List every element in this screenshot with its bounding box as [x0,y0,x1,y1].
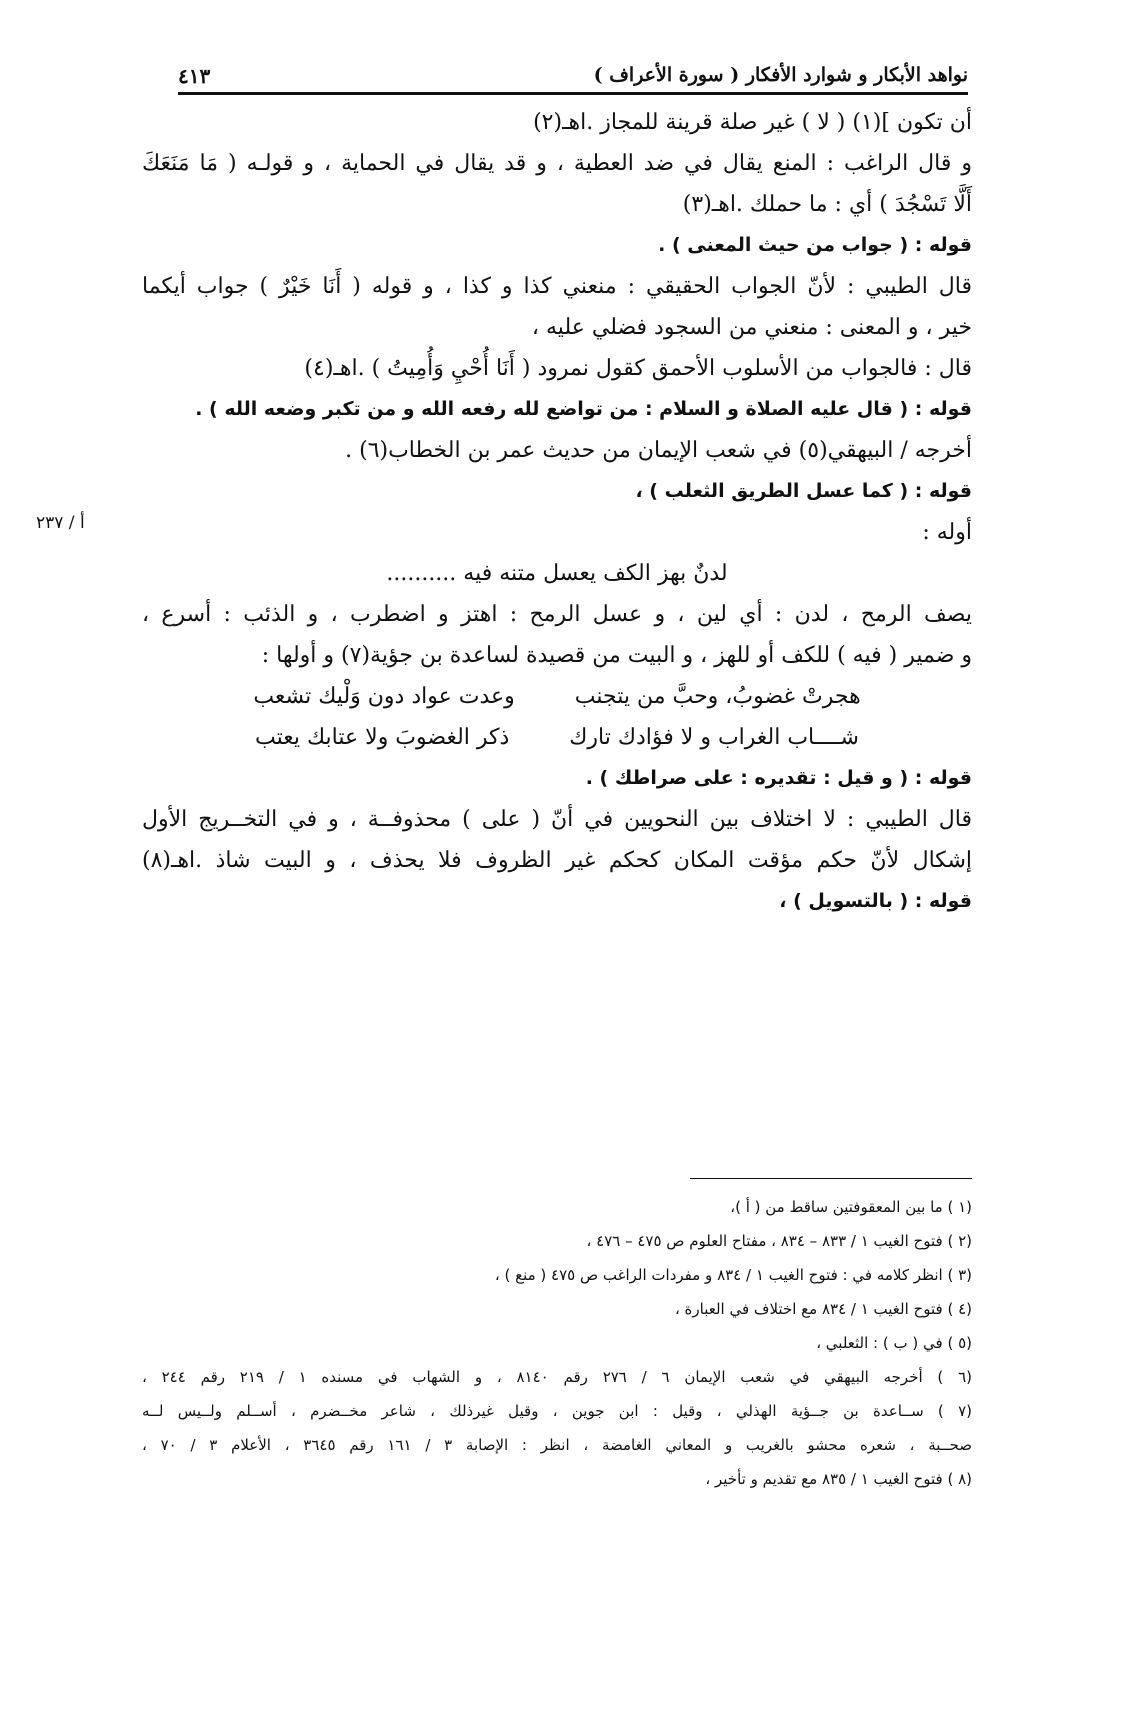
page-number: ٤١٣ [178,64,211,88]
footnote: (٣ ) انظر كلامه في : فتوح الغيب ١ / ٨٣٤ و مفردات الراغب ص ٤٧٥ ( منع ) ، [494,1266,972,1284]
text-line: خير ، و المعنى : منعني من السجود فضلي عليه ، [531,315,972,340]
poem-couplet [142,676,972,717]
footnote: (٧ ) ســاعدة بن جــؤية الهذلي ، وقيل : ابن جوين ، وقيل غيرذلك ، شاعر مخــضرم ، أســلم ولــيس لــه [142,1402,972,1420]
text-line: أن تكون ](١) ( لا ) غير صلة قرينة للمجاز .اهـ(٢) [533,110,972,135]
text-line: و قال الراغب : المنع يقال في ضد العطية ، و قد يقال في الحماية ، و قولـه ( مَا مَنَعَكَ [142,151,972,176]
text-line: و ضمير ( فيه ) للكف أو للهز ، و البيت من قصيدة لساعدة بن جؤية(٧) و أولها : [261,643,972,668]
footnote: صحــبة ، شعره محشو بالغريب و المعاني الغامضة ، انظر : الإصابة ٣ / ١٦١ رقم ٣٦٤٥ ، الأعلام ٣ / ٧٠ ، [142,1436,973,1454]
commentary-heading: قوله : ( بالتسويل ) ، [779,890,972,912]
main-text [142,102,972,922]
text-line: قال الطيبي : لأنّ الجواب الحقيقي : منعني كذا و كذا ، و قوله ( أَنَا خَيْرٌ ) جواب أيكما [142,274,972,299]
verse-line: لدنٌ بهز الكف يعسل متنه فيه .......... [386,561,728,586]
text-line: أَلَّا تَسْجُدَ ) أي : ما حملك .اهـ(٣) [682,192,972,217]
text-line: أوله : [922,520,972,545]
text-line: قال الطيبي : لا اختلاف بين النحويين في أنّ ( على ) محذوفــة ، و في التخــريج الأول [142,807,973,832]
text-line: يصف الرمح ، لدن : أي لين ، و عسل الرمح : اهتز و اضطرب ، و الذئب : أسرع ، [142,602,972,627]
text-line: قال : فالجواب من الأسلوب الأحمق كقول نمرود ( أَنَا أُحْيِ وَأُمِيتُ ) .اهـ(٤) [304,356,972,381]
footnote: (٢ ) فتوح الغيب ١ / ٨٣٣ – ٨٣٤ ، مفتاح العلوم ص ٤٧٥ – ٤٧٦ ، [586,1232,972,1250]
poem-couplet [142,717,972,758]
commentary-heading: قوله : ( كما عسل الطريق الثعلب ) ، [635,480,972,502]
hemistich-first: شــــاب الغراب و لا فؤادك تارك [569,725,859,750]
text-line: إشكال لأنّ حكم مؤقت المكان كحكم غير الظروف فلا يحذف ، و البيت شاذ .اهـ(٨) [142,848,972,873]
footnote: (١ ) ما بين المعقوفتين ساقط من ( أ )، [730,1198,972,1216]
footnote: (٨ ) فتوح الغيب ١ / ٨٣٥ مع تقديم و تأخير ، [705,1470,972,1488]
running-title: نواهد الأبكار و شوارد الأفكار ( سورة الأعراف ) [593,64,968,86]
commentary-heading: قوله : ( جواب من حيث المعنى ) . [658,234,972,256]
commentary-heading: قوله : ( و قيل : تقديره : على صراطك ) . [585,767,972,789]
manuscript-folio-note: أ / ٢٣٧ [36,513,85,533]
hemistich-first: هجرتْ غضوبُ، وحبَّ من يتجنب [574,684,861,709]
hemistich-second: ذكر الغضوبَ ولا عتابك يعتب [255,725,510,750]
commentary-heading: قوله : ( قال عليه الصلاة و السلام : من تواضع لله رفعه الله و من تكبر وضعه الله ) . [195,398,972,420]
text-line: أخرجه / البيهقي(٥) في شعب الإيمان من حديث عمر بن الخطاب(٦) . [345,438,972,463]
hemistich-second: وعدت عواد دون وَلْيك تشعب [253,684,515,709]
page-header [178,62,968,95]
footnotes [142,1190,972,1496]
footnote: (٤ ) فتوح الغيب ١ / ٨٣٤ مع اختلاف في العبارة ، [674,1300,972,1318]
footnote-separator [690,1178,972,1179]
footnote: (٥ ) في ( ب ) : الثعلبي ، [816,1334,972,1352]
footnote: (٦ ) أخرجه البيهقي في شعب الإيمان ٦ / ٢٧٦ رقم ٨١٤٠ ، و الشهاب في مسنده ١ / ٢١٩ رقم ٢٤٤ ، [142,1368,972,1386]
